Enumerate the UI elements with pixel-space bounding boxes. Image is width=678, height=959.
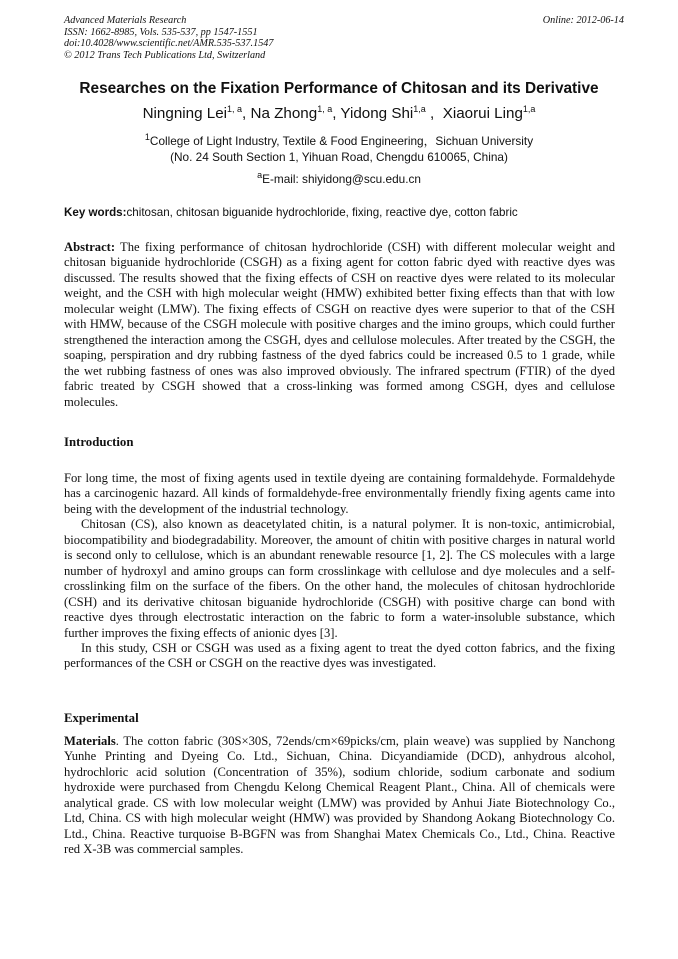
author-affiliation-mark: 1, a xyxy=(227,103,243,114)
keywords-text: chitosan, chitosan biguanide hydrochloride, fixing, reactive dye, cotton fabric xyxy=(126,206,518,219)
keywords xyxy=(64,206,619,219)
abstract-label: Abstract: xyxy=(64,240,116,254)
intro-paragraph-3: In this study, CSH or CSGH was used as a fixing agent to treat the dyed cotton fabrics, and the fixing performances of the CSH or CSGH on the reactive dyes was investigated. xyxy=(64,640,615,671)
paper-title: Researches on the Fixation Performance of Chitosan and its Derivative xyxy=(79,80,599,97)
materials-paragraph xyxy=(64,734,615,858)
author-list: Ningning Lei$^{1, a}$, Na Zhong$^{1, a}$, Yidong Shi$^{1,a}$ , Xiaorui Ling$^{1,a}$ xyxy=(142,103,536,122)
abstract xyxy=(64,240,615,410)
email-text: E-mail: shiyidong@scu.edu.cn xyxy=(262,172,421,186)
affiliation-mark: 1 xyxy=(144,132,150,143)
online-date: Online: 2012-06-14 xyxy=(542,15,624,26)
experimental-heading: Experimental xyxy=(64,711,139,725)
journal-name: Advanced Materials Research xyxy=(64,15,187,26)
author-affiliation-mark: 1,a xyxy=(413,103,426,114)
author-name: Xiaorui Ling xyxy=(442,105,523,122)
publication-header xyxy=(64,15,624,61)
intro-paragraph-2: Chitosan (CS), also known as deacetylated chitin, is a natural polymer. It is non-toxic, antimicrobial, biocompatibility and biodegradability. Moreover, the amount of chitin with positive charges in natural world is second only to cellulose, which is an abundant renewable resource [1, 2]. The CS molecules with a large number of hydroxyl and amino groups can form crosslinkage with cellulose and dye molecules and a self-crosslinking film on the surface of the fibers. On the other hand, the molecules of chitosan hydrochloride (CSH) and its derivative chitosan biguanide hydrochloride (CSGH) with positive charge can bond with reactive dyes through electrostatic interaction on the fabric to form a water-insoluble substance, which further improves the fixing effects of anionic dyes [3]. xyxy=(64,517,615,640)
keywords-label: Key words: xyxy=(64,206,127,219)
materials-text: . The cotton fabric (30S×30S, 72ends/cm×69picks/cm, plain weave) was supplied by Nanchong Yunhe Printing and Dyeing Co. Ltd., Sichuan, China. Dicyandiamide (DCD), anhydrous alcohol, hydrochloric acid solution (Concentration of 35%), sodium chloride, sodium carbonate and sodium hydroxide were purchased from Chengdu Kelong Chemical Reagent Plant., China. All of chemicals were analytical grade. CS with low molecular weight (LMW) was provided by Anhui Jiate Biotechnology Co., Ltd, China. CS with high molecular weight (HMW) was provided by Shandong Aokang Biotechnology Co. Ltd., China. Reactive turquoise B-BGFN was from Shanghai Matex Chemicals Co., Ltd., China. Reactive red X-3B was commercial samples. xyxy=(64,734,615,857)
author-name: Ningning Lei xyxy=(142,105,228,122)
introduction-heading: Introduction xyxy=(64,435,134,449)
author-affiliation-mark: 1,a xyxy=(522,103,536,114)
copyright-line: © 2012 Trans Tech Publications Ltd, Switzerland xyxy=(64,49,266,61)
abstract-text: The fixing performance of chitosan hydrochloride (CSH) with different molecular weight and chitosan biguanide hydrochloride (CSGH) as a fixing agent for cotton fabric dyed with reactive dyes was discussed. The results showed that the fixing effects of CSH on reactive dyes were related to its molecular weight, and the CSH with high molecular weight (HMW) exhibited better fixing effects than that with low molecular weight (LMW). The fixing effects of CSGH on reactive dyes were superior to that of the CSH with HMW, because of the CSGH molecule with positive charges and the imino groups, which could further strengthened the interaction among the CSGH, dyes and cellulose molecules. After treated by the CSGH, the soaping, perspiration and dry rubbing fastness of the dyed fabrics could be increased 0.5 to 1 grade, while the wet rubbing fastness of ones was also improved obviously. The infrared spectrum (FTIR) of the dyed fabric treated by CSGH showed that a cross-linking was formed among CSGH, dyes and cellulose molecules. xyxy=(64,240,615,409)
author-affiliation-mark: 1, a xyxy=(317,103,333,114)
contact-email xyxy=(40,172,638,186)
affiliation-line-2: (No. 24 South Section 1, Yihuan Road, Chengdu 610065, China) xyxy=(170,150,508,164)
issn-line: ISSN: 1662-8985, Vols. 535-537, pp 1547-1551 xyxy=(64,26,258,38)
doi-line: doi:10.4028/www.scientific.net/AMR.535-537.1547 xyxy=(64,38,274,50)
intro-paragraph-1: For long time, the most of fixing agents used in textile dyeing are containing formaldehyde. Formaldehyde has a carcinogenic hazard. All kinds of formaldehyde-free environmentally friendly fixing agents came into being with the development of the industrial technology. xyxy=(64,471,615,516)
affiliation xyxy=(40,133,638,165)
author-name: Na Zhong xyxy=(250,105,318,122)
author-name: Yidong Shi xyxy=(340,105,414,122)
materials-label: Materials xyxy=(64,734,116,748)
email-mark: a xyxy=(257,170,263,181)
affiliation-line-1: College of Light Industry, Textile & Food Engineering，Sichuan University xyxy=(149,134,534,148)
introduction-body xyxy=(64,471,615,672)
